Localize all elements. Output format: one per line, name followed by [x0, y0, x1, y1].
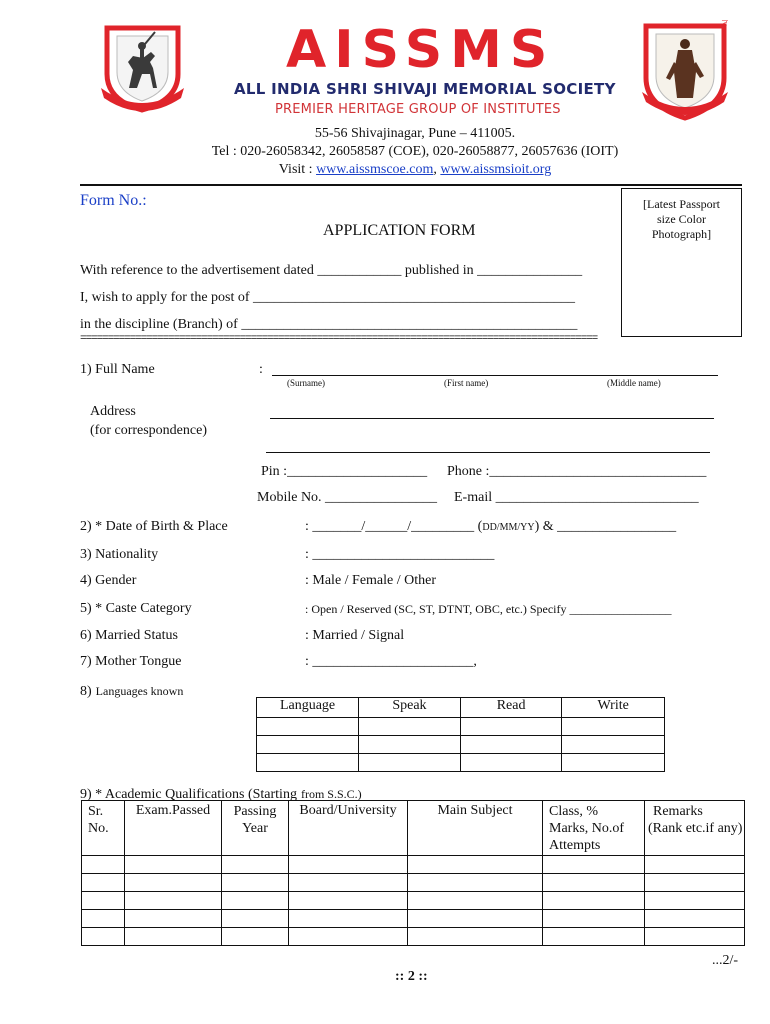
gender-options[interactable]: : Male / Female / Other [305, 573, 437, 588]
place-blank: ) & _________________ [534, 519, 677, 534]
table-cell[interactable] [645, 928, 745, 946]
table-cell[interactable] [289, 892, 408, 910]
table-cell[interactable] [460, 718, 562, 736]
read-header [460, 698, 562, 718]
table-cell[interactable] [408, 928, 543, 946]
aissmscoe-link[interactable]: www.aissmscoe.com [316, 162, 434, 177]
form-number-label: Form No.: [80, 192, 147, 209]
table-cell[interactable] [222, 892, 289, 910]
write-header [562, 698, 665, 718]
subject-header-text: Main Subject [437, 803, 513, 818]
main-subject-header [408, 801, 543, 856]
table-cell[interactable] [645, 910, 745, 928]
married-status-options[interactable]: : Married / Signal [305, 628, 405, 643]
table-cell[interactable] [408, 892, 543, 910]
table-cell[interactable] [562, 718, 665, 736]
photograph-instructions [622, 189, 741, 242]
sr-header-2: No. [88, 821, 109, 836]
pin-field[interactable]: Pin :____________________ [261, 464, 428, 479]
academic-row [82, 928, 745, 946]
address-input-line-2[interactable] [266, 452, 710, 453]
table-cell[interactable] [543, 910, 645, 928]
table-cell[interactable] [289, 910, 408, 928]
academic-row [82, 874, 745, 892]
photo-text-2: size Color [657, 212, 706, 226]
dob-field[interactable] [305, 519, 676, 535]
table-cell[interactable] [408, 874, 543, 892]
year-header-2: Year [242, 821, 268, 836]
table-cell[interactable] [359, 736, 461, 754]
class-header-3: Attempts [549, 838, 601, 853]
table-cell[interactable] [125, 892, 222, 910]
discipline-line[interactable]: in the discipline (Branch) of ________________________________________________ [80, 317, 578, 332]
dob-blank: : _______/______/_________ ( [305, 519, 483, 534]
surname-caption: (Surname) [287, 378, 325, 388]
form-title: APPLICATION FORM [323, 222, 476, 239]
table-cell[interactable] [460, 736, 562, 754]
table-cell[interactable] [222, 910, 289, 928]
table-cell[interactable] [543, 856, 645, 874]
corner-mark: ਟ [722, 18, 728, 28]
language-header [257, 698, 359, 718]
table-cell[interactable] [82, 910, 125, 928]
post-applied-line[interactable]: I, wish to apply for the post of ______________________________________________ [80, 290, 576, 305]
table-cell[interactable] [543, 928, 645, 946]
table-cell[interactable] [359, 754, 461, 772]
table-cell[interactable] [289, 874, 408, 892]
mother-tongue-field[interactable]: : _______________________, [305, 654, 477, 669]
caste-options[interactable]: : Open / Reserved (SC, ST, DTNT, OBC, etc.) Specify _________________ [305, 602, 672, 616]
languages-text: Languages known [95, 684, 184, 698]
table-cell[interactable] [645, 856, 745, 874]
academic-row [82, 892, 745, 910]
phone-field[interactable]: Phone :_______________________________ [447, 464, 707, 479]
academic-row [82, 856, 745, 874]
exam-header-text: Exam.Passed [135, 803, 211, 818]
table-cell[interactable] [257, 718, 359, 736]
table-cell[interactable] [257, 736, 359, 754]
table-cell[interactable] [359, 718, 461, 736]
address-input-line-1[interactable] [270, 418, 714, 419]
middle-name-caption: (Middle name) [607, 378, 661, 388]
class-header-2: Marks, No.of [549, 821, 625, 836]
table-cell[interactable] [289, 928, 408, 946]
year-header-1: Passing [233, 804, 277, 819]
table-cell[interactable] [82, 874, 125, 892]
address-label: Address [90, 404, 136, 419]
table-cell[interactable] [257, 754, 359, 772]
advertisement-reference-line[interactable]: With reference to the advertisement dated ____________ published in _______________ [80, 263, 583, 278]
continued-marker: ...2/- [712, 953, 739, 968]
table-cell[interactable] [289, 856, 408, 874]
languages-row [257, 736, 665, 754]
table-cell[interactable] [543, 892, 645, 910]
gender-label: 4) Gender [80, 573, 137, 588]
board-header-text: Board/University [299, 803, 397, 818]
languages-known-label [80, 682, 183, 700]
languages-table [256, 697, 665, 772]
table-cell[interactable] [408, 856, 543, 874]
table-cell[interactable] [562, 754, 665, 772]
languages-number: 8) [80, 684, 92, 699]
nationality-field[interactable]: : __________________________ [305, 547, 495, 562]
heritage-group-name: PREMIER HERITAGE GROUP OF INSTITUTES [275, 102, 561, 117]
academic-row [82, 910, 745, 928]
first-name-caption: (First name) [444, 378, 489, 388]
visit-label: Visit : [278, 162, 317, 177]
aissms-shield-logo-icon [95, 22, 190, 114]
society-name: ALL INDIA SHRI SHIVAJI MEMORIAL SOCIETY [234, 80, 616, 98]
passing-year-header [222, 801, 289, 856]
table-cell[interactable] [125, 856, 222, 874]
table-cell[interactable] [562, 736, 665, 754]
link-separator: , [433, 162, 441, 177]
languages-row [257, 718, 665, 736]
read-header-text: Read [496, 698, 526, 713]
dob-format: DD/MM/YY [482, 522, 535, 533]
languages-row [257, 754, 665, 772]
table-cell[interactable] [125, 928, 222, 946]
academic-label-from: from S.S.C.) [300, 787, 362, 801]
website-line [0, 162, 770, 178]
table-cell[interactable] [82, 928, 125, 946]
table-cell[interactable] [645, 892, 745, 910]
photograph-box[interactable] [621, 188, 742, 337]
page-number: :: 2 :: [395, 969, 428, 984]
table-cell[interactable] [645, 874, 745, 892]
full-name-label: 1) Full Name [80, 362, 155, 377]
table-cell[interactable] [82, 892, 125, 910]
photo-text-3: Photograph] [651, 227, 712, 241]
mobile-field[interactable]: Mobile No. ________________ [257, 490, 438, 505]
full-name-input-line[interactable] [272, 375, 718, 376]
header-divider [80, 184, 742, 186]
table-cell[interactable] [222, 928, 289, 946]
exam-passed-header [125, 801, 222, 856]
table-cell[interactable] [222, 874, 289, 892]
table-cell[interactable] [125, 874, 222, 892]
statue-shield-logo-icon [636, 22, 734, 122]
married-status-label: 6) Married Status [80, 628, 178, 643]
remarks-header-2: (Rank etc.if any) [648, 821, 743, 836]
sr-no-header [82, 801, 125, 856]
telephone-line: Tel : 020-26058342, 26058587 (COE), 020-26058877, 26057636 (IOIT) [211, 144, 619, 159]
board-university-header [289, 801, 408, 856]
table-cell[interactable] [82, 856, 125, 874]
academic-header-row [82, 801, 745, 856]
speak-header-text: Speak [392, 698, 427, 713]
photo-text-1: [Latest Passport [643, 197, 720, 211]
table-cell[interactable] [125, 910, 222, 928]
address-sub-label: (for correspondence) [90, 423, 207, 438]
remarks-header [645, 801, 745, 856]
language-header-text: Language [279, 698, 336, 713]
address-line: 55-56 Shivajinagar, Pune – 411005. [314, 126, 516, 141]
nationality-label: 3) Nationality [80, 547, 159, 562]
email-field[interactable]: E-mail _____________________________ [454, 490, 699, 505]
write-header-text: Write [597, 698, 629, 713]
section-separator: ============================================================================================== [80, 333, 598, 345]
aissms-logo-text: AISSMS [286, 20, 556, 80]
table-cell[interactable] [222, 856, 289, 874]
caste-label: 5) * Caste Category [80, 601, 192, 616]
aissmsioit-link[interactable]: www.aissmsioit.org [440, 162, 552, 177]
speak-header [359, 698, 461, 718]
languages-header-row [257, 698, 665, 718]
table-cell[interactable] [408, 910, 543, 928]
dob-label: 2) * Date of Birth & Place [80, 519, 228, 534]
academic-table [81, 800, 745, 946]
class-marks-header [543, 801, 645, 856]
class-header-1: Class, % [549, 804, 598, 819]
full-name-colon: : [259, 362, 263, 377]
table-cell[interactable] [543, 874, 645, 892]
table-cell[interactable] [460, 754, 562, 772]
sr-header-1: Sr. [88, 804, 104, 819]
academic-label-main: 9) * Academic Qualifications (Starting [80, 787, 297, 802]
mother-tongue-label: 7) Mother Tongue [80, 654, 182, 669]
remarks-header-1: Remarks [653, 804, 703, 819]
